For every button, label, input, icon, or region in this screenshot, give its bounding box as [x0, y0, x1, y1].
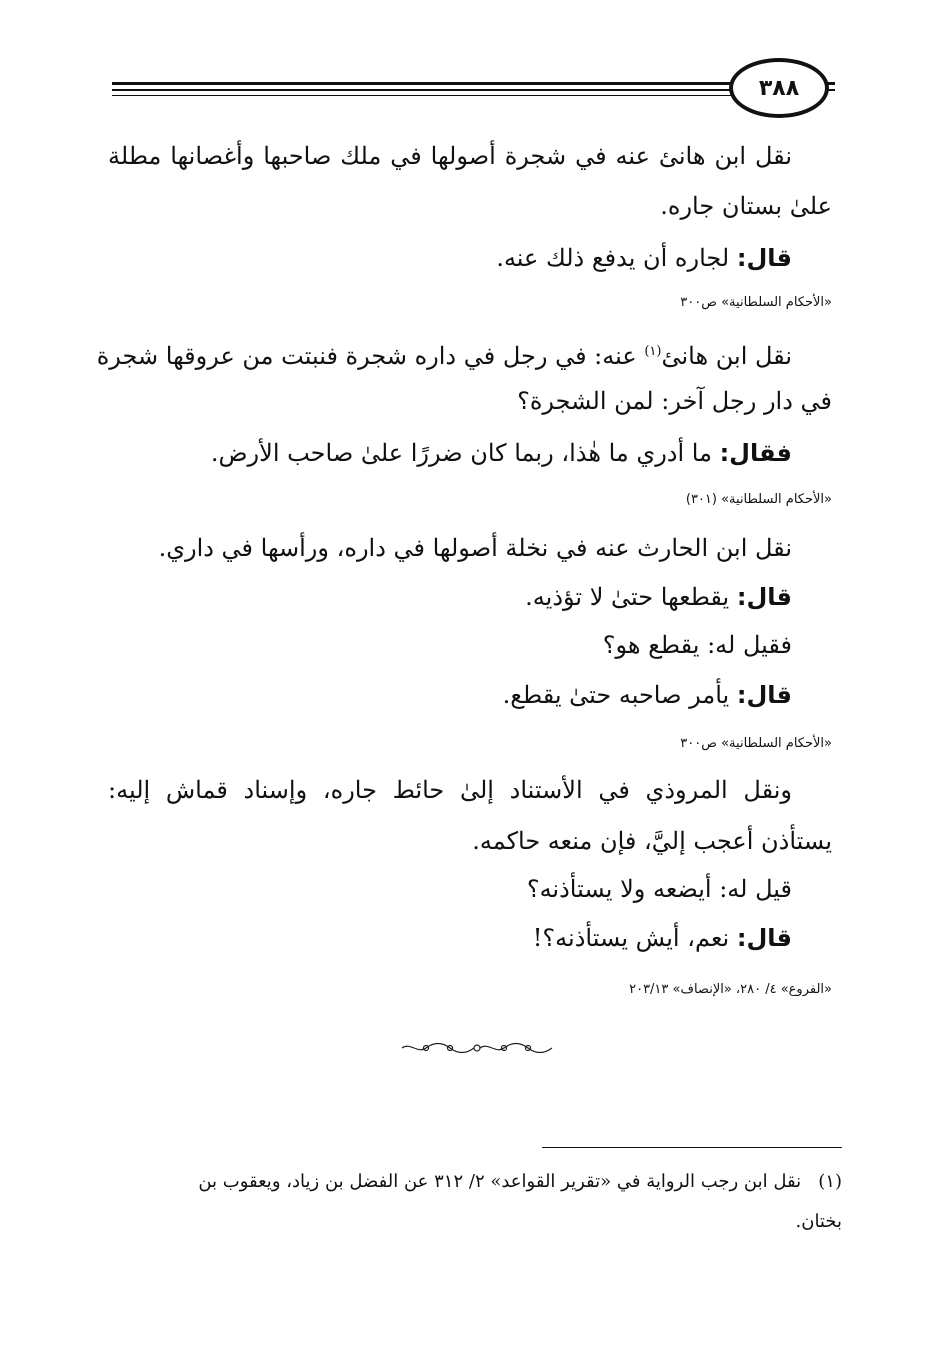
- source-reference: «الأحكام السلطانية» (٣٠١): [685, 492, 832, 507]
- footnote-line: بختان.: [795, 1211, 842, 1232]
- footnote-rule: [542, 1147, 842, 1148]
- answer-line: قال: يقطعها حتىٰ لا تؤذيه.: [525, 583, 792, 611]
- answer-line: قال: يأمر صاحبه حتىٰ يقطع.: [502, 681, 792, 709]
- answer-line: فقال: ما أدري ما هٰذا، ربما كان ضررًا علىٰ صاحب الأرض.: [210, 439, 792, 467]
- speaker-label: فقال:: [719, 439, 792, 467]
- footnote-line: (١) نقل ابن رجب الرواية في «تقرير القواعد» ٢/ ٣١٢ عن الفضل بن زياد، ويعقوب بن: [198, 1171, 842, 1192]
- speaker-label: قال:: [736, 583, 792, 611]
- speaker-label: قال:: [736, 924, 792, 952]
- divider-ornament-icon: [400, 1041, 554, 1055]
- text-line: ونقل المروذي في الأستناد إلىٰ حائط جاره، وإسناد قماش إليه:: [108, 776, 792, 804]
- speaker-label: قال:: [736, 681, 792, 709]
- header-rule: [112, 82, 732, 85]
- speaker-label: قال:: [736, 244, 792, 272]
- footnote-marker[interactable]: (١): [644, 344, 662, 359]
- source-reference: «الأحكام السلطانية» ص٣٠٠: [680, 736, 832, 751]
- text-line: نقل ابن الحارث عنه في نخلة أصولها في داره، ورأسها في داري.: [158, 534, 792, 562]
- source-reference: «الفروع» ٤/ ٢٨٠، «الإنصاف» ٢٠٣/١٣: [629, 982, 832, 997]
- text-line: نقل ابن هانئ$^{(١)}$ عنه: في رجل في داره شجرة فنبتت من عروقها شجرة: [96, 342, 792, 370]
- header-rule: [112, 89, 732, 91]
- text-line: يستأذن أعجب إليَّ، فإن منعه حاكمه.: [472, 827, 832, 855]
- answer-line: قال: نعم، أيش يستأذنه؟!: [532, 924, 792, 952]
- page-number-text: ٣٨٨: [758, 75, 800, 101]
- text-line: علىٰ بستان جاره.: [660, 192, 832, 220]
- question-line: فقيل له: يقطع هو؟: [602, 631, 792, 659]
- header-rule: [112, 95, 732, 96]
- text-line: في دار رجل آخر: لمن الشجرة؟: [517, 387, 832, 415]
- question-line: قيل له: أيضعه ولا يستأذنه؟: [526, 875, 792, 903]
- answer-line: قال: لجاره أن يدفع ذلك عنه.: [496, 244, 792, 272]
- page-number: [729, 58, 829, 118]
- source-reference: «الأحكام السلطانية» ص٣٠٠: [680, 295, 832, 310]
- footnote-number: (١): [818, 1171, 842, 1192]
- text-line: نقل ابن هانئ عنه في شجرة أصولها في ملك صاحبها وأغصانها مطلة: [108, 142, 792, 170]
